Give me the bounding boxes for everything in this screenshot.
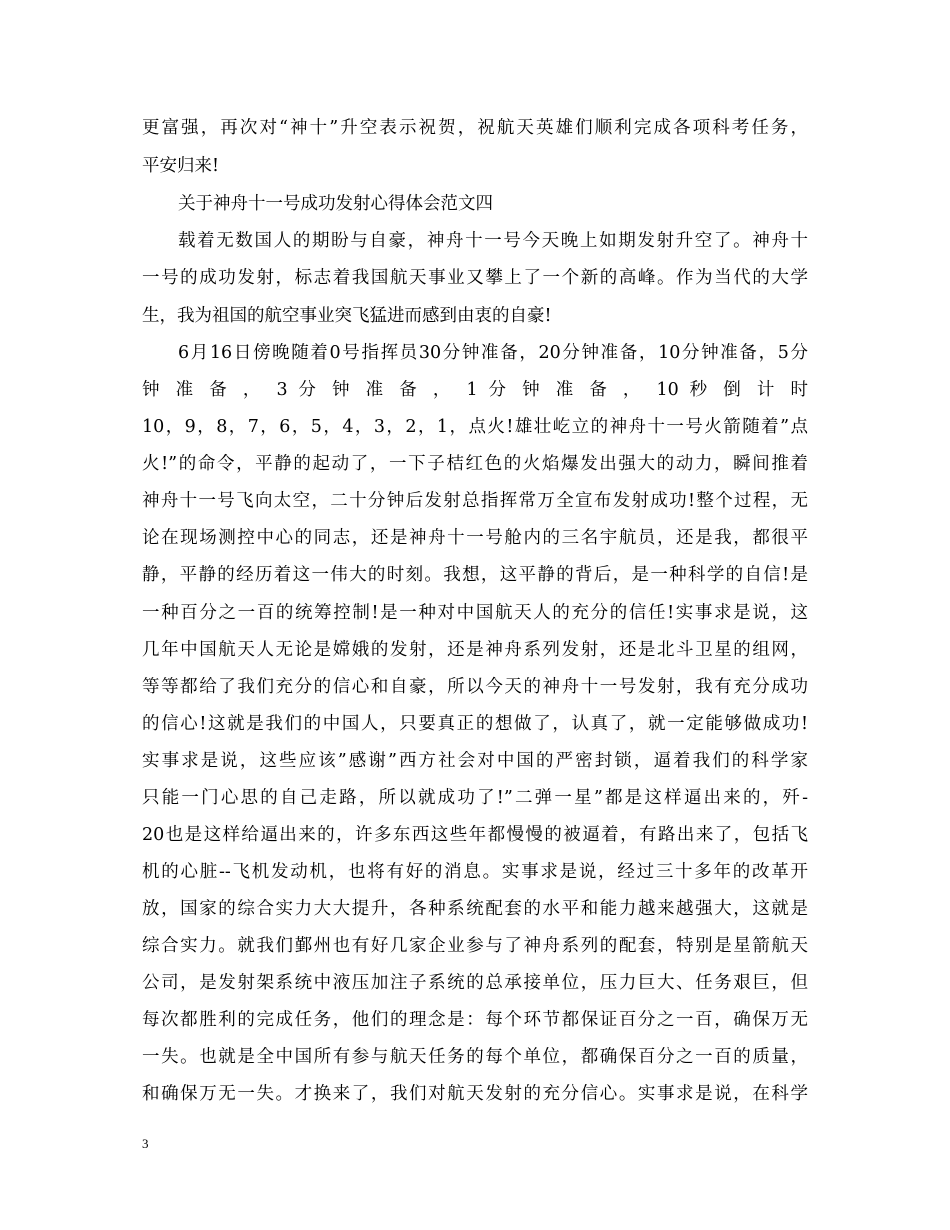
text-line: 几年中国航天人无论是嫦娥的发射，还是神舟系列发射，还是北斗卫星的组网，	[142, 640, 808, 660]
text-line: 论在现场测控中心的同志，还是神舟十一号舱内的三名宇航员，还是我，都很平	[142, 528, 808, 548]
page-number: 3	[142, 1136, 149, 1151]
text-line: 生，我为祖国的航空事业突飞猛进而感到由衷的自豪!	[142, 306, 552, 326]
text-line: 综合实力。就我们鄞州也有好几家企业参与了神舟系列的配套，特别是星箭航天	[142, 936, 808, 956]
text-line: 10，9，8，7，6，5，4，3，2，1，点火!雄壮屹立的神舟十一号火箭随着”点	[142, 417, 808, 437]
text-line: 静，平静的经历着这一伟大的时刻。我想，这平静的背后，是一种科学的自信!是	[142, 565, 808, 585]
text-line: 公司，是发射架系统中液压加注子系统的总承接单位，压力巨大、任务艰巨，但	[142, 973, 808, 993]
text-line: 一失。也就是全中国所有参与航天任务的每个单位，都确保百分之一百的质量，	[142, 1047, 808, 1067]
text-line: 机的心脏--飞机发动机，也将有好的消息。实事求是说，经过三十多年的改革开	[142, 862, 808, 882]
text-line: 更富强，再次对“神十”升空表示祝贺，祝航天英雄们顺利完成各项科考任务，	[142, 118, 808, 138]
text-line: 载着无数国人的期盼与自豪，神舟十一号今天晚上如期发射升空了。神舟十	[178, 231, 808, 251]
text-line: 实事求是说，这些应该”感谢”西方社会对中国的严密封锁，逼着我们的科学家	[142, 751, 808, 771]
text-line: 每次都胜利的完成任务，他们的理念是：每个环节都保证百分之一百，确保万无	[142, 1010, 808, 1030]
text-line: 平安归来!	[142, 156, 220, 176]
text-line: 火!”的命令，平静的起动了，一下子桔红色的火焰爆发出强大的动力，瞬间推着	[142, 454, 808, 474]
text-line: 一号的成功发射，标志着我国航天事业又攀上了一个新的高峰。作为当代的大学	[142, 268, 808, 288]
text-line: 等等都给了我们充分的信心和自豪，所以今天的神舟十一号发射，我有充分成功	[142, 677, 808, 697]
text-line: 6月16日傍晚随着0号指挥员30分钟准备，20分钟准备，10分钟准备，5分	[178, 343, 808, 363]
text-line: 神舟十一号飞向太空，二十分钟后发射总指挥常万全宣布发射成功!整个过程，无	[142, 491, 808, 511]
text-line: 钟 准 备 ， 3 分 钟 准 备 ， 1 分 钟 准 备 ， 10 秒 倒 计 时	[142, 380, 808, 400]
text-line: 的信心!这就是我们的中国人，只要真正的想做了，认真了，就一定能够做成功!	[142, 714, 808, 734]
section-heading: 关于神舟十一号成功发射心得体会范文四	[178, 194, 493, 214]
text-line: 放，国家的综合实力大大提升，各种系统配套的水平和能力越来越强大，这就是	[142, 899, 808, 919]
text-line: 一种百分之一百的统筹控制!是一种对中国航天人的充分的信任!实事求是说，这	[142, 603, 808, 623]
text-line: 和确保万无一失。才换来了，我们对航天发射的充分信心。实事求是说，在科学	[142, 1084, 808, 1104]
text-line: 只能一门心思的自己走路，所以就成功了!”二弹一星”都是这样逼出来的，歼-	[142, 788, 808, 808]
text-line: 20也是这样给逼出来的，许多东西这些年都慢慢的被逼着，有路出来了，包括飞	[142, 825, 808, 845]
